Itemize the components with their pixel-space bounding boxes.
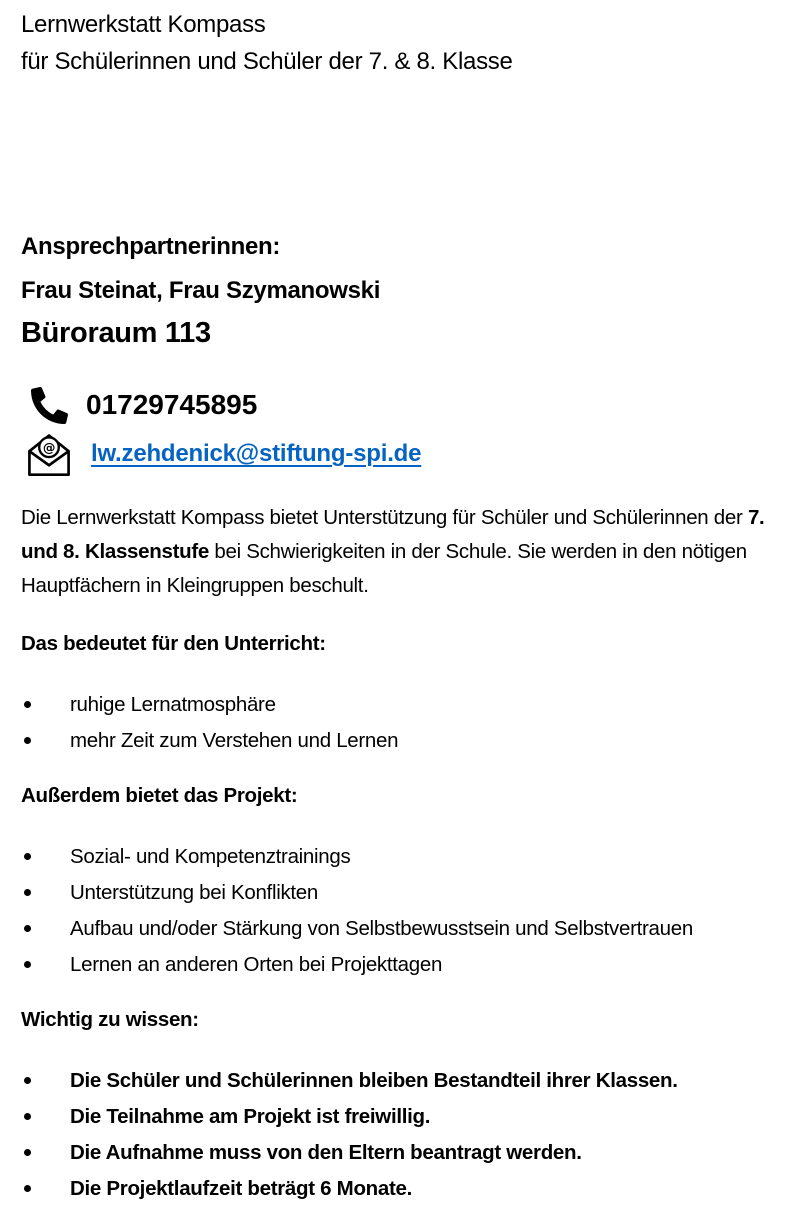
contact-names: Frau Steinat, Frau Szymanowski: [21, 277, 381, 304]
list-item-text: Aufbau und/oder Stärkung von Selbstbewusstsein und Selbstvertrauen: [70, 917, 693, 940]
bullet-icon: [24, 1077, 31, 1084]
phone-row: [21, 384, 786, 426]
intro-text-bold: 7. und 8. Klassenstufe: [21, 506, 765, 563]
list-item-text: Die Schüler und Schülerinnen bleiben Bestandteil ihrer Klassen.: [70, 1069, 678, 1092]
email-envelope-icon: [21, 430, 77, 477]
section-projekt: [21, 781, 786, 983]
intro-text-part2: bei Schwierigkeiten in der Schule. Sie werden in den nötigen Hauptfächern in Kleingruppen beschult.: [21, 540, 747, 597]
section-heading: Außerdem bietet das Projekt:: [21, 784, 298, 807]
list-item: [21, 723, 786, 759]
intro-text-part1: Die Lernwerkstatt Kompass bietet Unterstützung für Schüler und Schülerinnen der: [21, 506, 748, 529]
page-title-line2: für Schülerinnen und Schüler der 7. & 8. Klasse: [21, 48, 513, 75]
contact-block: [21, 232, 786, 477]
bullet-icon: [24, 889, 31, 896]
list-item-text: Die Projektlaufzeit beträgt 6 Monate.: [70, 1177, 413, 1200]
list-item-text: Die Teilnahme am Projekt ist freiwillig.: [70, 1105, 431, 1128]
list-item: [21, 911, 786, 947]
bullet-list: [21, 839, 786, 983]
phone-icon: [21, 387, 77, 424]
bullet-list: [21, 687, 786, 759]
list-item: [21, 687, 786, 723]
list-item-text: Die Aufnahme muss von den Eltern beantragt werden.: [70, 1141, 582, 1164]
contact-heading: Ansprechpartnerinnen:: [21, 233, 281, 260]
email-link[interactable]: lw.zehdenick@stiftung-spi.de: [91, 439, 422, 467]
bullet-icon: [24, 853, 31, 860]
list-item-text: Sozial- und Kompetenztrainings: [70, 845, 351, 868]
page-title: [21, 6, 786, 80]
bullet-icon: [24, 1113, 31, 1120]
section-heading: Das bedeutet für den Unterricht:: [21, 632, 326, 655]
list-item: [21, 1171, 786, 1207]
email-row: [21, 430, 786, 477]
intro-paragraph: [21, 501, 785, 603]
list-item: [21, 1135, 786, 1171]
page-title-line1: Lernwerkstatt Kompass: [21, 11, 266, 38]
list-item: [21, 947, 786, 983]
phone-number: 01729745895: [86, 389, 258, 420]
list-item: [21, 1099, 786, 1135]
list-item: [21, 839, 786, 875]
list-item: [21, 1063, 786, 1099]
list-item-text: Lernen an anderen Orten bei Projekttagen: [70, 953, 443, 976]
list-item-text: Unterstützung bei Konflikten: [70, 881, 319, 904]
bullet-icon: [24, 737, 31, 744]
section-wichtig: [21, 1005, 786, 1207]
bullet-icon: [24, 701, 31, 708]
bullet-icon: [24, 1185, 31, 1192]
bullet-icon: [24, 925, 31, 932]
contact-room: Büroraum 113: [21, 317, 211, 349]
bullet-icon: [24, 961, 31, 968]
list-item: [21, 875, 786, 911]
section-unterricht: [21, 629, 786, 759]
section-heading: Wichtig zu wissen:: [21, 1008, 199, 1031]
list-item-text: ruhige Lernatmosphäre: [70, 693, 276, 716]
list-item-text: mehr Zeit zum Verstehen und Lernen: [70, 729, 399, 752]
bullet-list: [21, 1063, 786, 1207]
bullet-icon: [24, 1149, 31, 1156]
at-sign-glyph: @: [42, 439, 56, 455]
